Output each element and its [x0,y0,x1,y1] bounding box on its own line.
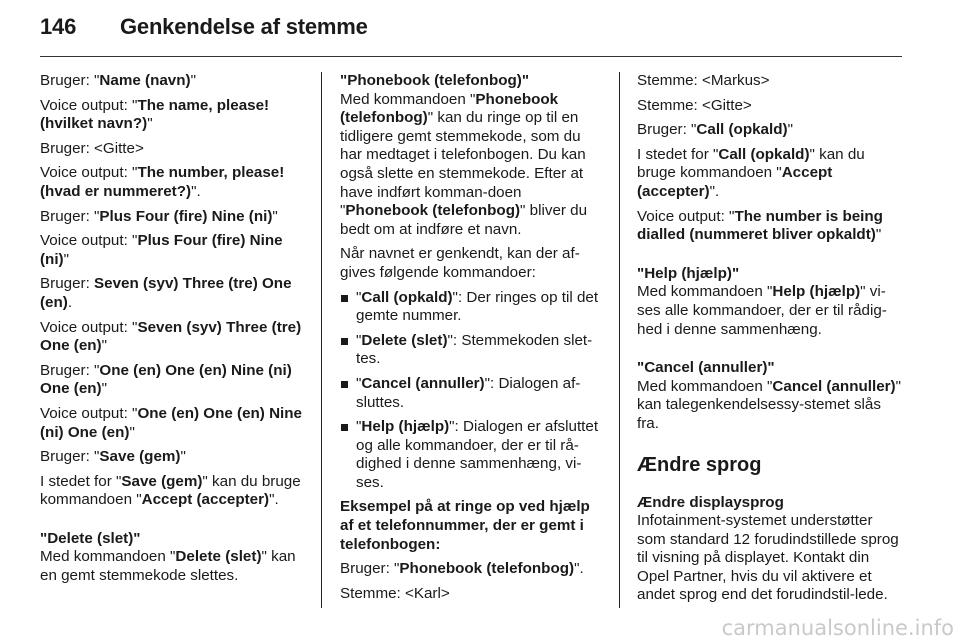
phonebook-heading: "Phonebook (telefonbog)" [340,72,530,89]
display-language-heading: Ændre displaysprog [637,493,784,511]
example-lines [340,560,604,603]
dialog-line: Bruger: "One (en) One (en) Nine (ni) One (en)" [40,361,292,398]
dialog-line: Bruger: "Save (gem)" [40,448,186,466]
dialog-line: Voice output: "Seven (syv) Three (tre) One (en)" [40,318,302,355]
display-language-section: Ændre displaysprog Infotainment-systemet understøtter som standard 12 forudindstillede sprog til visning på displayet. Kontakt din Opel Partner, hvis du vil aktivere et andet sprog end det forudindstil-lede. [637,494,903,606]
watermark: carmanualsonline.info [721,616,954,640]
dialog-line: Voice output: "One (en) One (en) Nine (ni) One (en)" [40,404,302,441]
dialog-line: Voice output: "The number, please! (hvad er nummeret?)". [40,164,285,200]
dialog-line: Stemme: <Karl> [340,584,450,602]
command-list-item: "Cancel (annuller)": Dialogen af-sluttes. [340,375,604,412]
command-list-item: "Delete (slet)": Stemmekoden slet-tes. [340,332,604,369]
cancel-heading: "Cancel (annuller)" [637,359,775,377]
example-heading: Eksempel på at ringe op ved hjælp af et telefonnummer, der er gemt i telefonbogen: [340,498,590,553]
dialog-line: Bruger: Seven (syv) Three (tre) One (en). [40,275,292,311]
dialog-line: Voice output: "Plus Four (fire) Nine (ni)" [40,232,283,268]
column-divider [321,72,322,608]
column-divider [619,72,620,608]
phonebook-section: "Phonebook (telefonbog)" Med kommandoen "Phonebook (telefonbog)" kan du ringe op til en tidligere gemt stemmekode, som du har medtaget i telefonbogen. Du kan også slette en stemmekode. Efter at have indført komman-doen "Phonebook (telefonbog)" bliver du bedt om at indføre et navn. [340,72,604,239]
command-list-item: "Call (opkald)": Der ringes op til det gemte nummer. [340,289,604,326]
dialog-lines [40,72,308,467]
save-alternative-paragraph: I stedet for "Save (gem)" kan du bruge kommandoen "Accept (accepter)". [40,472,301,509]
dialog-line: Stemme: <Markus> [637,72,770,89]
dialog-lines [637,72,903,140]
command-list-item: "Help (hjælp)": Dialogen er afsluttet og alle kommandoer, der er til rå-dighed i denne sammenhæng, vi-ses. [340,418,604,492]
dialog-line: Voice output: "The name, please! (hvilket navn?)" [40,96,270,133]
bullet-icon [341,338,348,345]
bullet-icon [341,381,348,388]
delete-heading: "Delete (slet)" [40,529,141,547]
column-2 [340,72,604,609]
header-divider [40,56,902,57]
dialog-line: Bruger: <Gitte> [40,139,144,157]
dialog-line: Bruger: "Phonebook (telefonbog)". [340,560,584,578]
call-alternative-paragraph: I stedet for "Call (opkald)" kan du bruge kommandoen "Accept (accepter)". [637,145,865,200]
voice-output-line: Voice output: "The number is being dialled (nummeret bliver opkaldt)" [637,207,883,244]
dialog-line: Bruger: "Name (navn)" [40,72,196,89]
bullet-icon [341,295,348,302]
cancel-section: "Cancel (annuller)" Med kommandoen "Cancel (annuller)" kan talegenkendelsessy-stemet slås fra. [637,359,902,432]
command-list [340,289,604,493]
commands-intro: Når navnet er genkendt, kan der af-gives følgende kommandoer: [340,245,580,281]
bullet-icon [341,424,348,431]
help-section: "Help (hjælp)" Med kommandoen "Help (hjælp)" vi-ses alle kommandoer, der er til rådig-hed i denne sammenhæng. [637,265,903,339]
page-title: Genkendelse af stemme [120,14,368,39]
section-heading: Ændre sprog [637,453,762,476]
column-1 [40,72,308,592]
page-number: 146 [40,14,77,39]
dialog-line: Stemme: <Gitte> [637,96,752,114]
help-heading: "Help (hjælp)" [637,264,740,282]
page-header [40,14,368,40]
delete-section: "Delete (slet)" Med kommandoen "Delete (slet)" kan en gemt stemmekode slettes. [40,530,308,586]
dialog-line: Bruger: "Plus Four (fire) Nine (ni)" [40,207,278,225]
column-3 [637,72,903,611]
dialog-line: Bruger: "Call (opkald)" [637,121,793,139]
